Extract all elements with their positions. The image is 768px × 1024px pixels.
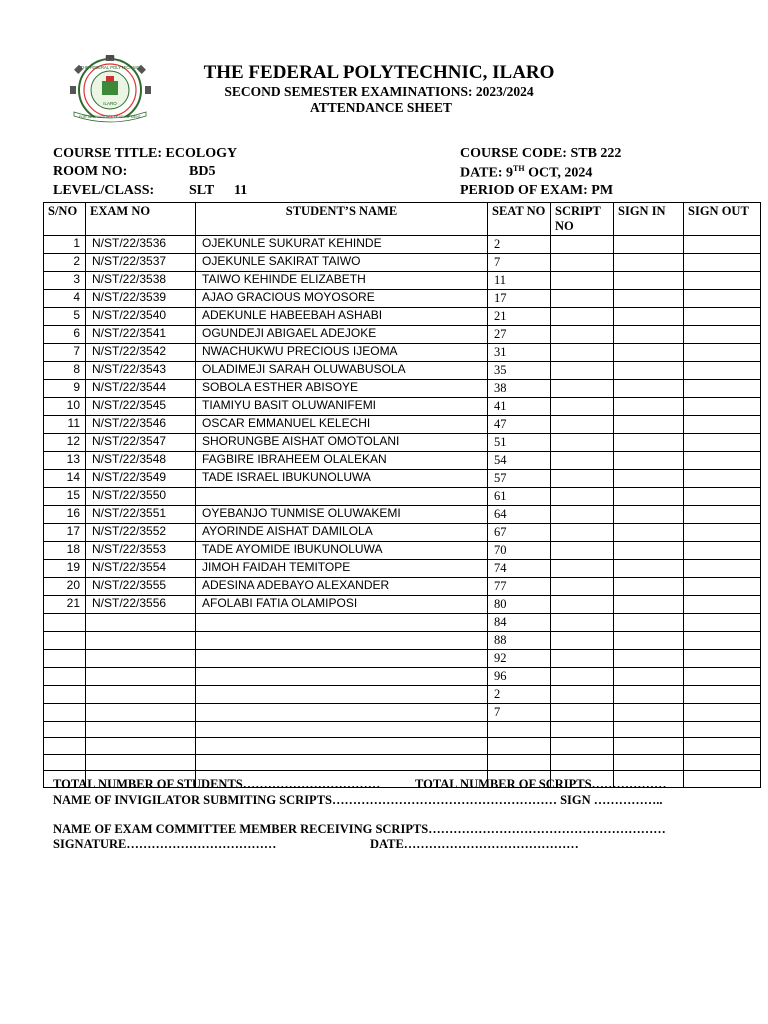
row-sign-in [614, 434, 684, 452]
row-seat-no: 27 [488, 326, 551, 344]
row-student-name: OLADIMEJI SARAH OLUWABUSOLA [196, 362, 488, 380]
row-script-no [551, 542, 614, 560]
row-sign-in [614, 416, 684, 434]
row-student-name: ADEKUNLE HABEEBAH ASHABI [196, 308, 488, 326]
header-exam-no: EXAM NO [86, 203, 196, 236]
row-script-no [551, 560, 614, 578]
row-sign-in [614, 506, 684, 524]
row-sno: 19 [44, 560, 86, 578]
row-sign-in [614, 542, 684, 560]
svg-text:FOR INNOVATION & DEVELOPMENT: FOR INNOVATION & DEVELOPMENT [79, 115, 141, 119]
room-label: ROOM NO: [53, 164, 128, 179]
row-exam-no: N/ST/22/3540 [86, 308, 196, 326]
row-script-no [551, 380, 614, 398]
course-title: COURSE TITLE: ECOLOGY [53, 146, 238, 161]
row-student-name [196, 632, 488, 650]
row-student-name: TAIWO KEHINDE ELIZABETH [196, 272, 488, 290]
table-row [44, 236, 761, 254]
row-script-no [551, 344, 614, 362]
table-row [44, 686, 761, 704]
row-sno: 21 [44, 596, 86, 614]
row-sign-in [614, 704, 684, 722]
row-sign-in [614, 488, 684, 506]
row-sign-out [684, 632, 761, 650]
row-script-no [551, 668, 614, 686]
row-sign-out [684, 236, 761, 254]
row-sno [44, 632, 86, 650]
row-student-name [196, 686, 488, 704]
row-sno [44, 738, 86, 754]
row-sign-in [614, 362, 684, 380]
row-script-no [551, 650, 614, 668]
header-script-no: SCRIPT NO [551, 203, 614, 236]
row-script-no [551, 488, 614, 506]
row-seat-no: 7 [488, 254, 551, 272]
table-header-row [44, 203, 761, 236]
row-student-name [196, 668, 488, 686]
row-sign-in [614, 738, 684, 754]
table-row [44, 272, 761, 290]
level-value: SLT [189, 183, 215, 198]
header-seat-no: SEAT NO [488, 203, 551, 236]
row-student-name: ADESINA ADEBAYO ALEXANDER [196, 578, 488, 596]
row-sno: 12 [44, 434, 86, 452]
row-exam-no [86, 614, 196, 632]
row-exam-no: N/ST/22/3547 [86, 434, 196, 452]
row-seat-no: 51 [488, 434, 551, 452]
row-script-no [551, 578, 614, 596]
attendance-table [43, 202, 761, 788]
row-script-no [551, 326, 614, 344]
total-scripts: TOTAL NUMBER OF SCRIPTS……………… [415, 777, 667, 791]
row-student-name [196, 488, 488, 506]
row-sign-out [684, 754, 761, 770]
row-sign-in [614, 236, 684, 254]
header-sign-in: SIGN IN [614, 203, 684, 236]
row-exam-no [86, 650, 196, 668]
row-sign-in [614, 596, 684, 614]
row-sign-in [614, 308, 684, 326]
row-sign-out [684, 434, 761, 452]
row-sign-in [614, 686, 684, 704]
row-script-no [551, 254, 614, 272]
row-student-name: SHORUNGBE AISHAT OMOTOLANI [196, 434, 488, 452]
row-student-name [196, 738, 488, 754]
row-sno: 13 [44, 452, 86, 470]
row-exam-no: N/ST/22/3556 [86, 596, 196, 614]
row-sign-in [614, 578, 684, 596]
row-sign-in [614, 524, 684, 542]
row-script-no [551, 686, 614, 704]
row-sign-out [684, 524, 761, 542]
row-sign-out [684, 290, 761, 308]
row-script-no [551, 398, 614, 416]
row-sign-in [614, 668, 684, 686]
row-seat-no: 77 [488, 578, 551, 596]
row-student-name: AFOLABI FATIA OLAMIPOSI [196, 596, 488, 614]
row-seat-no: 11 [488, 272, 551, 290]
svg-text:FPI: FPI [105, 56, 115, 62]
row-student-name: TADE AYOMIDE IBUKUNOLUWA [196, 542, 488, 560]
row-sno: 14 [44, 470, 86, 488]
row-sign-out [684, 416, 761, 434]
row-student-name: SOBOLA ESTHER ABISOYE [196, 380, 488, 398]
row-exam-no [86, 704, 196, 722]
row-sno [44, 704, 86, 722]
row-exam-no [86, 754, 196, 770]
row-sign-in [614, 650, 684, 668]
row-student-name: AJAO GRACIOUS MOYOSORE [196, 290, 488, 308]
course-code: COURSE CODE: STB 222 [460, 146, 622, 161]
row-exam-no [86, 738, 196, 754]
row-exam-no: N/ST/22/3549 [86, 470, 196, 488]
row-sign-in [614, 722, 684, 738]
row-exam-no: N/ST/22/3544 [86, 380, 196, 398]
row-student-name: OJEKUNLE SAKIRAT TAIWO [196, 254, 488, 272]
table-row [44, 542, 761, 560]
row-seat-no: 35 [488, 362, 551, 380]
row-student-name: OSCAR EMMANUEL KELECHI [196, 416, 488, 434]
table-row [44, 632, 761, 650]
table-row [44, 754, 761, 770]
row-exam-no: N/ST/22/3555 [86, 578, 196, 596]
table-row [44, 380, 761, 398]
row-sign-in [614, 754, 684, 770]
header-sign-out: SIGN OUT [684, 203, 761, 236]
row-seat-no: 92 [488, 650, 551, 668]
table-row [44, 434, 761, 452]
row-student-name: OYEBANJO TUNMISE OLUWAKEMI [196, 506, 488, 524]
row-script-no [551, 470, 614, 488]
row-sign-out [684, 560, 761, 578]
row-sno: 20 [44, 578, 86, 596]
row-script-no [551, 596, 614, 614]
total-students: TOTAL NUMBER OF STUDENTS…………………………… [53, 777, 381, 791]
table-row [44, 722, 761, 738]
row-sign-in [614, 290, 684, 308]
table-row [44, 488, 761, 506]
table-row [44, 290, 761, 308]
row-sign-out [684, 668, 761, 686]
row-sno: 7 [44, 344, 86, 362]
signature-line: SIGNATURE……………………………… [53, 837, 277, 851]
row-student-name [196, 754, 488, 770]
header-sno: S/NO [44, 203, 86, 236]
table-row [44, 596, 761, 614]
row-seat-no [488, 722, 551, 738]
row-sno: 2 [44, 254, 86, 272]
row-script-no [551, 722, 614, 738]
row-sno [44, 614, 86, 632]
row-sign-out [684, 308, 761, 326]
row-sign-in [614, 470, 684, 488]
table-row [44, 344, 761, 362]
table-row [44, 650, 761, 668]
row-sign-in [614, 272, 684, 290]
row-sign-out [684, 254, 761, 272]
row-sno: 6 [44, 326, 86, 344]
table-row [44, 362, 761, 380]
row-script-no [551, 614, 614, 632]
row-seat-no: 70 [488, 542, 551, 560]
row-sno: 16 [44, 506, 86, 524]
row-script-no [551, 738, 614, 754]
row-seat-no: 57 [488, 470, 551, 488]
row-exam-no: N/ST/22/3543 [86, 362, 196, 380]
row-seat-no: 2 [488, 236, 551, 254]
exam-period: PERIOD OF EXAM: PM [460, 183, 614, 198]
row-sign-out [684, 578, 761, 596]
row-script-no [551, 632, 614, 650]
row-sign-out [684, 542, 761, 560]
row-exam-no: N/ST/22/3553 [86, 542, 196, 560]
row-sno: 17 [44, 524, 86, 542]
header-student-name: STUDENT’S NAME [196, 203, 488, 236]
room-value: BD5 [189, 164, 216, 179]
row-script-no [551, 506, 614, 524]
row-seat-no: 96 [488, 668, 551, 686]
row-seat-no: 17 [488, 290, 551, 308]
table-row [44, 452, 761, 470]
date-line: DATE…………………………………… [370, 837, 579, 851]
row-sign-out [684, 470, 761, 488]
row-script-no [551, 704, 614, 722]
row-seat-no: 47 [488, 416, 551, 434]
row-exam-no: N/ST/22/3552 [86, 524, 196, 542]
row-sign-out [684, 650, 761, 668]
row-student-name: NWACHUKWU PRECIOUS IJEOMA [196, 344, 488, 362]
sheet-title: ATTENDANCE SHEET [310, 100, 452, 115]
row-sno [44, 754, 86, 770]
table-row [44, 704, 761, 722]
exam-date: DATE: 9TH OCT, 2024 [460, 164, 593, 181]
row-sign-out [684, 362, 761, 380]
row-script-no [551, 308, 614, 326]
row-script-no [551, 362, 614, 380]
row-student-name [196, 704, 488, 722]
row-seat-no: 74 [488, 560, 551, 578]
row-script-no [551, 524, 614, 542]
row-seat-no: 41 [488, 398, 551, 416]
row-student-name: AYORINDE AISHAT DAMILOLA [196, 524, 488, 542]
row-sno [44, 668, 86, 686]
table-row [44, 326, 761, 344]
row-sno: 1 [44, 236, 86, 254]
row-student-name: FAGBIRE IBRAHEEM OLALEKAN [196, 452, 488, 470]
table-row [44, 614, 761, 632]
row-sno: 11 [44, 416, 86, 434]
row-sign-in [614, 452, 684, 470]
row-sno [44, 686, 86, 704]
row-sign-out [684, 452, 761, 470]
row-sign-in [614, 632, 684, 650]
row-exam-no [86, 686, 196, 704]
semester-title: SECOND SEMESTER EXAMINATIONS: 2023/2024 [224, 84, 534, 99]
row-seat-no: 67 [488, 524, 551, 542]
row-seat-no: 64 [488, 506, 551, 524]
row-student-name [196, 650, 488, 668]
row-sign-out [684, 344, 761, 362]
committee-line: NAME OF EXAM COMMITTEE MEMBER RECEIVING SCRIPTS………………………………………………… [53, 822, 666, 836]
table-row [44, 506, 761, 524]
row-student-name: OJEKUNLE SUKURAT KEHINDE [196, 236, 488, 254]
row-exam-no [86, 722, 196, 738]
row-sno: 10 [44, 398, 86, 416]
row-script-no [551, 754, 614, 770]
row-sign-out [684, 771, 761, 787]
row-sno: 4 [44, 290, 86, 308]
row-sno: 15 [44, 488, 86, 506]
row-student-name: TIAMIYU BASIT OLUWANIFEMI [196, 398, 488, 416]
row-exam-no: N/ST/22/3554 [86, 560, 196, 578]
level-label: LEVEL/CLASS: [53, 183, 155, 198]
row-student-name: JIMOH FAIDAH TEMITOPE [196, 560, 488, 578]
row-student-name: OGUNDEJI ABIGAEL ADEJOKE [196, 326, 488, 344]
row-exam-no [86, 668, 196, 686]
row-sign-in [614, 254, 684, 272]
row-seat-no [488, 738, 551, 754]
table-row [44, 254, 761, 272]
row-sign-out [684, 596, 761, 614]
table-row [44, 524, 761, 542]
table-row [44, 578, 761, 596]
row-student-name: TADE ISRAEL IBUKUNOLUWA [196, 470, 488, 488]
row-exam-no: N/ST/22/3551 [86, 506, 196, 524]
row-seat-no: 80 [488, 596, 551, 614]
table-row [44, 470, 761, 488]
row-sign-out [684, 722, 761, 738]
row-sign-out [684, 380, 761, 398]
row-exam-no: N/ST/22/3537 [86, 254, 196, 272]
row-sign-out [684, 686, 761, 704]
row-seat-no: 31 [488, 344, 551, 362]
row-exam-no: N/ST/22/3538 [86, 272, 196, 290]
row-exam-no: N/ST/22/3539 [86, 290, 196, 308]
row-sno: 8 [44, 362, 86, 380]
row-exam-no: N/ST/22/3550 [86, 488, 196, 506]
row-student-name [196, 614, 488, 632]
svg-text:THE FEDERAL POLYTECHNIC: THE FEDERAL POLYTECHNIC [80, 65, 140, 70]
row-seat-no: 88 [488, 632, 551, 650]
row-sign-in [614, 614, 684, 632]
row-sno: 5 [44, 308, 86, 326]
row-sno [44, 722, 86, 738]
row-seat-no: 61 [488, 488, 551, 506]
row-seat-no: 54 [488, 452, 551, 470]
table-row [44, 738, 761, 754]
row-seat-no: 84 [488, 614, 551, 632]
row-exam-no: N/ST/22/3548 [86, 452, 196, 470]
row-student-name [196, 722, 488, 738]
invigilator-line: NAME OF INVIGILATOR SUBMITING SCRIPTS……………………………………………… SIGN …………….. [53, 793, 663, 807]
row-script-no [551, 290, 614, 308]
row-sign-in [614, 560, 684, 578]
svg-text:ILARO: ILARO [103, 101, 117, 106]
row-script-no [551, 416, 614, 434]
row-sign-in [614, 380, 684, 398]
row-sign-in [614, 344, 684, 362]
row-sign-out [684, 326, 761, 344]
row-exam-no: N/ST/22/3545 [86, 398, 196, 416]
table-row [44, 560, 761, 578]
institution-title: THE FEDERAL POLYTECHNIC, ILARO [203, 62, 555, 83]
row-seat-no: 38 [488, 380, 551, 398]
table-row [44, 398, 761, 416]
row-exam-no [86, 632, 196, 650]
table-row [44, 668, 761, 686]
row-seat-no: 7 [488, 704, 551, 722]
level-number: 11 [234, 183, 248, 198]
row-exam-no: N/ST/22/3542 [86, 344, 196, 362]
row-script-no [551, 272, 614, 290]
row-sign-in [614, 398, 684, 416]
row-sign-out [684, 614, 761, 632]
row-sign-out [684, 272, 761, 290]
row-sign-out [684, 704, 761, 722]
row-script-no [551, 236, 614, 254]
row-sign-out [684, 738, 761, 754]
row-seat-no [488, 754, 551, 770]
row-script-no [551, 452, 614, 470]
row-exam-no: N/ST/22/3546 [86, 416, 196, 434]
row-sno [44, 650, 86, 668]
table-row [44, 308, 761, 326]
row-sno: 3 [44, 272, 86, 290]
row-sign-out [684, 506, 761, 524]
row-exam-no: N/ST/22/3541 [86, 326, 196, 344]
row-sno: 18 [44, 542, 86, 560]
row-seat-no: 21 [488, 308, 551, 326]
row-sign-out [684, 488, 761, 506]
row-sign-in [614, 326, 684, 344]
table-row [44, 416, 761, 434]
row-sign-out [684, 398, 761, 416]
row-script-no [551, 434, 614, 452]
row-seat-no: 2 [488, 686, 551, 704]
row-exam-no: N/ST/22/3536 [86, 236, 196, 254]
row-sno: 9 [44, 380, 86, 398]
